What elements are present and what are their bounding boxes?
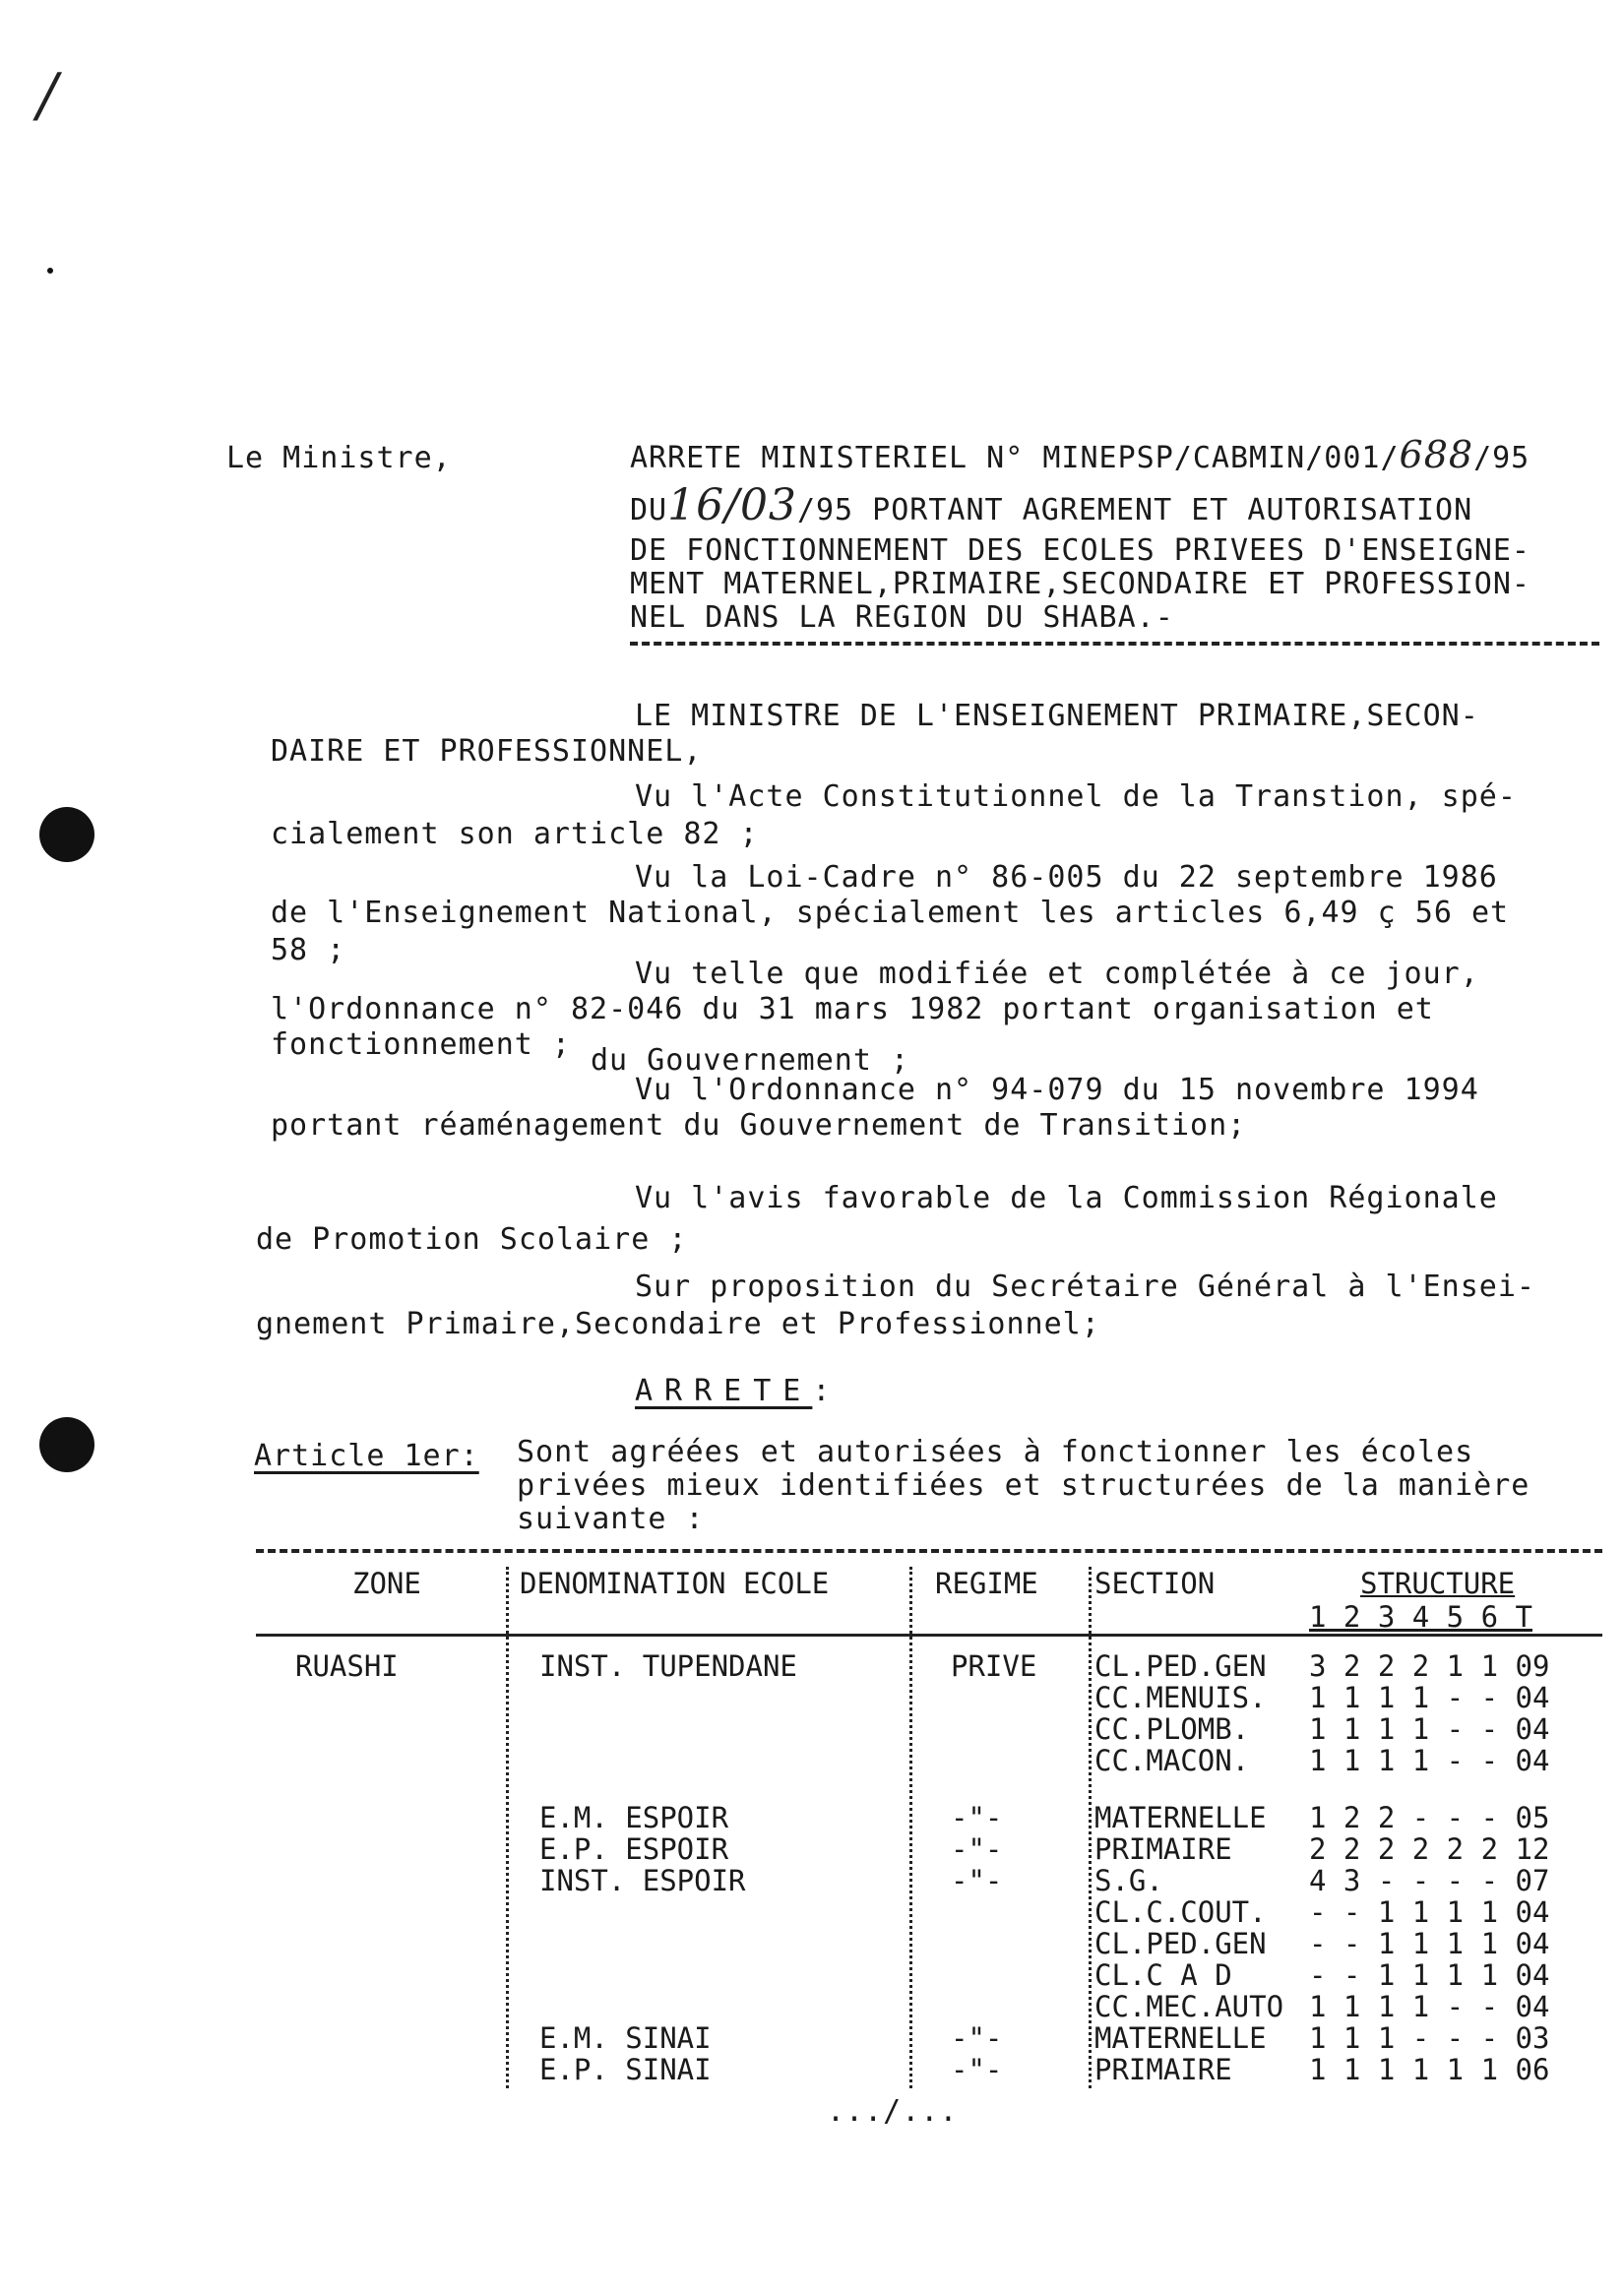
header-separator xyxy=(630,642,1599,646)
header-line-1 xyxy=(630,433,1530,476)
punch-hole-bottom xyxy=(39,1417,94,1472)
cell-section: CL.PED.GEN xyxy=(1094,1927,1267,1960)
cell-structure: 4 3 - - - - 07 xyxy=(1309,1864,1550,1897)
header-line-2-suffix: /95 PORTANT AGREMENT ET AUTORISATION xyxy=(796,493,1473,527)
preamble-line: l'Ordonnance n° 82-046 du 31 mars 1982 portant organisation et xyxy=(271,992,1434,1026)
speck-mark xyxy=(47,268,53,274)
cell-structure: 2 2 2 2 2 2 12 xyxy=(1309,1832,1550,1866)
header-structure-columns: 1 2 3 4 5 6 T xyxy=(1309,1600,1532,1634)
header-line-5: NEL DANS LA REGION DU SHABA.- xyxy=(630,600,1174,635)
table-top-separator xyxy=(256,1549,1602,1553)
preamble-line: Vu telle que modifiée et complétée à ce jour, xyxy=(635,957,1479,991)
header-line-1-prefix: ARRETE MINISTERIEL N° MINEPSP/CABMIN/001/ xyxy=(630,441,1400,475)
preamble-line: de l'Enseignement National, spécialement les articles 6,49 ç 56 et xyxy=(271,896,1510,930)
cell-section: CC.MACON. xyxy=(1094,1744,1250,1777)
preamble-line: LE MINISTRE DE L'ENSEIGNEMENT PRIMAIRE,SECON- xyxy=(635,699,1479,733)
header-line-2 xyxy=(630,480,1472,530)
preamble-line: Vu l'Ordonnance n° 94-079 du 15 novembre 1994 xyxy=(635,1073,1479,1107)
cell-school: INST. ESPOIR xyxy=(539,1864,746,1897)
header-line-4: MENT MATERNEL,PRIMAIRE,SECONDAIRE ET PROFESSION- xyxy=(630,567,1530,601)
continuation-mark: .../... xyxy=(827,2094,959,2129)
header-line-3: DE FONCTIONNEMENT DES ECOLES PRIVEES D'ENSEIGNE- xyxy=(630,533,1530,568)
preamble-line: Vu l'avis favorable de la Commission Régionale xyxy=(635,1181,1498,1215)
sender-label: Le Ministre, xyxy=(226,441,452,475)
header-regime: REGIME xyxy=(935,1567,1038,1600)
header-line-1-suffix: /95 xyxy=(1473,441,1530,475)
cell-section: CC.MEC.AUTO xyxy=(1094,1990,1284,2023)
cell-structure: - - 1 1 1 1 04 xyxy=(1309,1895,1550,1929)
arrete-heading xyxy=(635,1374,831,1408)
cell-school: E.M. ESPOIR xyxy=(539,1801,729,1834)
cell-structure: - - 1 1 1 1 04 xyxy=(1309,1958,1550,1992)
cell-school: E.P. ESPOIR xyxy=(539,1832,729,1866)
header-denomination: DENOMINATION ECOLE xyxy=(520,1567,830,1600)
cell-section: PRIMAIRE xyxy=(1094,1832,1232,1866)
cell-section: PRIMAIRE xyxy=(1094,2053,1232,2086)
preamble-line: 58 ; xyxy=(271,933,346,967)
column-separator xyxy=(506,1567,509,2088)
preamble-line: du Gouvernement ; xyxy=(591,1043,910,1078)
cell-regime: -"- xyxy=(951,2053,1003,2086)
preamble-line: DAIRE ET PROFESSIONNEL, xyxy=(271,734,703,769)
arrete-suffix: : xyxy=(812,1374,832,1408)
handwritten-page-mark: / xyxy=(37,61,58,130)
cell-zone: RUASHI xyxy=(295,1649,399,1683)
cell-regime: -"- xyxy=(951,2021,1003,2055)
cell-structure: - - 1 1 1 1 04 xyxy=(1309,1927,1550,1960)
cell-section: CC.MENUIS. xyxy=(1094,1681,1267,1714)
preamble-line: Sur proposition du Secrétaire Général à l'Ensei- xyxy=(635,1270,1535,1304)
header-structure: STRUCTURE xyxy=(1360,1567,1516,1600)
cell-section: CC.PLOMB. xyxy=(1094,1712,1250,1746)
cell-structure: 3 2 2 2 1 1 09 xyxy=(1309,1649,1550,1683)
preamble-line: de Promotion Scolaire ; xyxy=(256,1222,688,1257)
cell-structure: 1 2 2 - - - 05 xyxy=(1309,1801,1550,1834)
cell-structure: 1 1 1 1 1 1 06 xyxy=(1309,2053,1550,2086)
cell-school: E.P. SINAI xyxy=(539,2053,712,2086)
preamble-line: fonctionnement ; xyxy=(271,1027,571,1062)
header-section: SECTION xyxy=(1094,1567,1216,1600)
cell-section: CL.PED.GEN xyxy=(1094,1649,1267,1683)
article-line: Sont agréées et autorisées à fonctionner les écoles xyxy=(517,1435,1474,1469)
header-line-2-prefix: DU xyxy=(630,493,668,527)
preamble-line: Vu l'Acte Constitutionnel de la Transtion, spé- xyxy=(635,779,1517,814)
article-line: suivante : xyxy=(517,1502,705,1536)
cell-structure: 1 1 1 1 - - 04 xyxy=(1309,1990,1550,2023)
cell-regime: -"- xyxy=(951,1832,1003,1866)
cell-section: CL.C A D xyxy=(1094,1958,1232,1992)
cell-school: INST. TUPENDANE xyxy=(539,1649,797,1683)
cell-structure: 1 1 1 1 - - 04 xyxy=(1309,1681,1550,1714)
preamble-line: gnement Primaire,Secondaire et Professionnel; xyxy=(256,1307,1100,1341)
preamble-line: Vu la Loi-Cadre n° 86-005 du 22 septembre 1986 xyxy=(635,860,1498,895)
article-label: Article 1er: xyxy=(254,1439,479,1473)
table-header-rule xyxy=(256,1634,1602,1637)
handwritten-date: 16/03 xyxy=(667,480,797,530)
cell-section: MATERNELLE xyxy=(1094,2021,1267,2055)
cell-school: E.M. SINAI xyxy=(539,2021,712,2055)
preamble-line: cialement son article 82 ; xyxy=(271,817,759,851)
cell-section: CL.C.COUT. xyxy=(1094,1895,1267,1929)
cell-section: S.G. xyxy=(1094,1864,1163,1897)
punch-hole-top xyxy=(39,807,94,862)
cell-structure: 1 1 1 1 - - 04 xyxy=(1309,1712,1550,1746)
column-separator xyxy=(1089,1567,1092,2088)
cell-structure: 1 1 1 1 - - 04 xyxy=(1309,1744,1550,1777)
cell-structure: 1 1 1 - - - 03 xyxy=(1309,2021,1550,2055)
cell-regime: PRIVE xyxy=(951,1649,1037,1683)
cell-regime: -"- xyxy=(951,1801,1003,1834)
handwritten-decree-number: 688 xyxy=(1399,433,1474,476)
article-line: privées mieux identifiées et structurées de la manière xyxy=(517,1468,1530,1503)
column-separator xyxy=(909,1567,912,2088)
preamble-line: portant réaménagement du Gouvernement de Transition; xyxy=(271,1108,1247,1143)
cell-regime: -"- xyxy=(951,1864,1003,1897)
cell-section: MATERNELLE xyxy=(1094,1801,1267,1834)
header-zone: ZONE xyxy=(352,1567,421,1600)
arrete-title: ARRETE xyxy=(635,1374,813,1408)
